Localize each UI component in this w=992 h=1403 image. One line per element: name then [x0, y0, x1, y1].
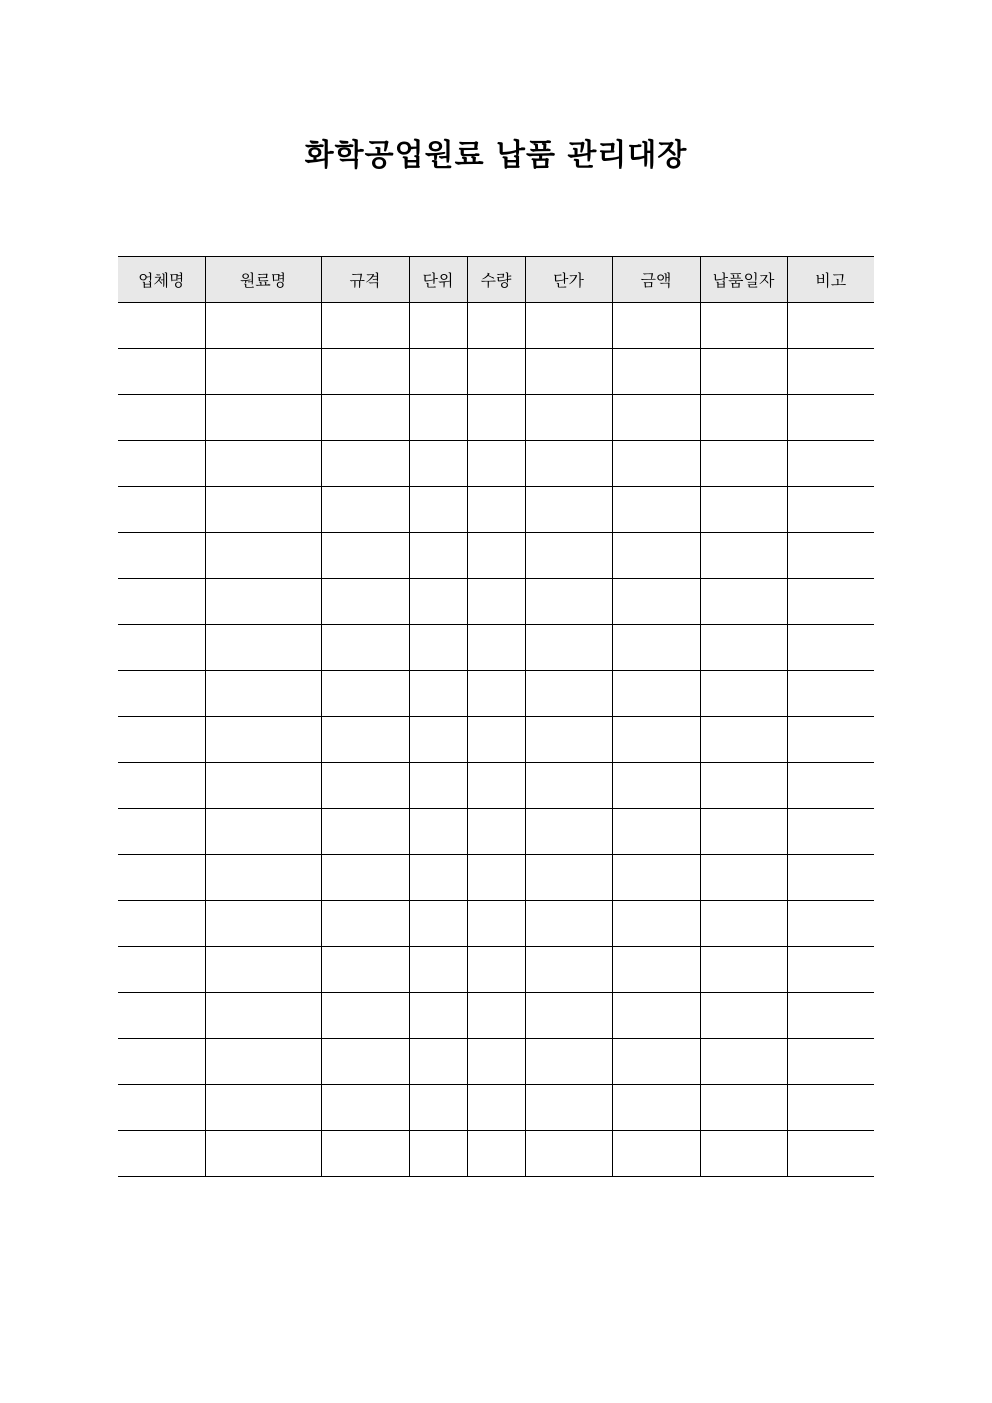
- table-cell[interactable]: [409, 763, 467, 809]
- table-cell[interactable]: [467, 395, 525, 441]
- table-cell[interactable]: [205, 349, 321, 395]
- table-cell[interactable]: [409, 533, 467, 579]
- table-cell[interactable]: [700, 579, 787, 625]
- table-cell[interactable]: [118, 855, 205, 901]
- table-cell[interactable]: [700, 487, 787, 533]
- table-cell[interactable]: [787, 441, 874, 487]
- table-cell[interactable]: [467, 1039, 525, 1085]
- table-cell[interactable]: [205, 1131, 321, 1177]
- column-header-unit: 단위: [409, 257, 467, 303]
- table-cell[interactable]: [321, 349, 409, 395]
- table-cell[interactable]: [612, 1039, 700, 1085]
- table-cell[interactable]: [205, 395, 321, 441]
- table-row: [118, 441, 874, 487]
- table-cell[interactable]: [787, 487, 874, 533]
- table-cell[interactable]: [525, 303, 612, 349]
- table-cell[interactable]: [321, 947, 409, 993]
- document-title: 화학공업원료 납품 관리대장: [304, 138, 688, 173]
- table-cell[interactable]: [612, 855, 700, 901]
- table-row: [118, 303, 874, 349]
- table-cell[interactable]: [525, 395, 612, 441]
- table-cell[interactable]: [700, 625, 787, 671]
- table-cell[interactable]: [787, 395, 874, 441]
- table-cell[interactable]: [700, 1131, 787, 1177]
- table-cell[interactable]: [205, 533, 321, 579]
- table-cell[interactable]: [787, 855, 874, 901]
- table-cell[interactable]: [409, 441, 467, 487]
- table-cell[interactable]: [321, 901, 409, 947]
- table-row: [118, 763, 874, 809]
- table-cell[interactable]: [321, 1085, 409, 1131]
- table-cell[interactable]: [321, 809, 409, 855]
- table-cell[interactable]: [700, 993, 787, 1039]
- table-cell[interactable]: [205, 1039, 321, 1085]
- table-cell[interactable]: [525, 901, 612, 947]
- table-cell[interactable]: [409, 671, 467, 717]
- table-cell[interactable]: [612, 487, 700, 533]
- table-cell[interactable]: [787, 1085, 874, 1131]
- header-row: [118, 257, 874, 303]
- table-cell[interactable]: [409, 1085, 467, 1131]
- table-cell[interactable]: [409, 625, 467, 671]
- column-header-quantity: 수량: [467, 257, 525, 303]
- table-cell[interactable]: [787, 1131, 874, 1177]
- table-cell[interactable]: [467, 947, 525, 993]
- table-row: [118, 395, 874, 441]
- table-cell[interactable]: [467, 533, 525, 579]
- table-cell[interactable]: [612, 395, 700, 441]
- table-cell[interactable]: [525, 993, 612, 1039]
- table-cell[interactable]: [118, 947, 205, 993]
- table-cell[interactable]: [612, 349, 700, 395]
- table-cell[interactable]: [205, 717, 321, 763]
- table-cell[interactable]: [409, 579, 467, 625]
- table-cell[interactable]: [409, 1039, 467, 1085]
- table-cell[interactable]: [467, 901, 525, 947]
- table-cell[interactable]: [612, 901, 700, 947]
- table-cell[interactable]: [321, 1131, 409, 1177]
- table-cell[interactable]: [467, 671, 525, 717]
- table-cell[interactable]: [612, 671, 700, 717]
- column-header-remarks: 비고: [787, 257, 874, 303]
- table-row: [118, 717, 874, 763]
- table-cell[interactable]: [321, 1039, 409, 1085]
- table-cell[interactable]: [700, 901, 787, 947]
- table-cell[interactable]: [612, 533, 700, 579]
- table-cell[interactable]: [525, 533, 612, 579]
- table-cell[interactable]: [409, 349, 467, 395]
- table-cell[interactable]: [118, 395, 205, 441]
- table-cell[interactable]: [409, 947, 467, 993]
- table-cell[interactable]: [467, 763, 525, 809]
- table-row: [118, 671, 874, 717]
- table-cell[interactable]: [612, 717, 700, 763]
- table-cell[interactable]: [205, 671, 321, 717]
- table-row: [118, 579, 874, 625]
- column-header-spec: 규격: [321, 257, 409, 303]
- table-cell[interactable]: [409, 855, 467, 901]
- table-cell[interactable]: [612, 441, 700, 487]
- column-header-unit-price: 단가: [525, 257, 612, 303]
- table-cell[interactable]: [205, 625, 321, 671]
- table-cell[interactable]: [525, 1039, 612, 1085]
- table-cell[interactable]: [321, 855, 409, 901]
- table-cell[interactable]: [787, 303, 874, 349]
- table-cell[interactable]: [467, 349, 525, 395]
- table-cell[interactable]: [787, 671, 874, 717]
- table-cell[interactable]: [409, 901, 467, 947]
- table-cell[interactable]: [612, 1131, 700, 1177]
- table-cell[interactable]: [409, 717, 467, 763]
- table-cell[interactable]: [700, 855, 787, 901]
- table-cell[interactable]: [118, 763, 205, 809]
- table-cell[interactable]: [612, 303, 700, 349]
- table-cell[interactable]: [409, 487, 467, 533]
- table-cell[interactable]: [525, 855, 612, 901]
- table-cell[interactable]: [525, 487, 612, 533]
- table-row: [118, 993, 874, 1039]
- table-body: [118, 303, 874, 1177]
- table-row: [118, 947, 874, 993]
- column-header-company: 업체명: [118, 257, 205, 303]
- table-cell[interactable]: [205, 579, 321, 625]
- table-cell[interactable]: [787, 1039, 874, 1085]
- table-row: [118, 855, 874, 901]
- table-cell[interactable]: [467, 1085, 525, 1131]
- table-cell[interactable]: [525, 441, 612, 487]
- table-row: [118, 901, 874, 947]
- table-row: [118, 1131, 874, 1177]
- table-cell[interactable]: [205, 487, 321, 533]
- table-row: [118, 809, 874, 855]
- table-cell[interactable]: [525, 717, 612, 763]
- table-cell[interactable]: [467, 441, 525, 487]
- table-cell[interactable]: [118, 533, 205, 579]
- table-cell[interactable]: [118, 441, 205, 487]
- table-cell[interactable]: [205, 993, 321, 1039]
- table-cell[interactable]: [467, 993, 525, 1039]
- table-cell[interactable]: [612, 763, 700, 809]
- table-cell[interactable]: [321, 303, 409, 349]
- table-cell[interactable]: [467, 303, 525, 349]
- table-cell[interactable]: [700, 717, 787, 763]
- table-cell[interactable]: [525, 1085, 612, 1131]
- table-cell[interactable]: [612, 1085, 700, 1131]
- table-cell[interactable]: [321, 441, 409, 487]
- table-cell[interactable]: [700, 441, 787, 487]
- table-cell[interactable]: [321, 487, 409, 533]
- table-cell[interactable]: [118, 487, 205, 533]
- table-cell[interactable]: [612, 947, 700, 993]
- table-cell[interactable]: [467, 809, 525, 855]
- table-cell[interactable]: [700, 395, 787, 441]
- table-cell[interactable]: [118, 625, 205, 671]
- table-cell[interactable]: [525, 809, 612, 855]
- table-cell[interactable]: [205, 1085, 321, 1131]
- table-cell[interactable]: [409, 395, 467, 441]
- table-cell[interactable]: [205, 947, 321, 993]
- table-cell[interactable]: [525, 349, 612, 395]
- table-cell[interactable]: [700, 947, 787, 993]
- table-cell[interactable]: [700, 1085, 787, 1131]
- table-cell[interactable]: [787, 809, 874, 855]
- table-cell[interactable]: [467, 579, 525, 625]
- table-cell[interactable]: [118, 809, 205, 855]
- table-cell[interactable]: [118, 579, 205, 625]
- table-cell[interactable]: [409, 809, 467, 855]
- table-header: [118, 257, 874, 303]
- table-cell[interactable]: [118, 901, 205, 947]
- table-cell[interactable]: [467, 717, 525, 763]
- delivery-ledger-table: [118, 256, 874, 1177]
- table-cell[interactable]: [700, 349, 787, 395]
- table-cell[interactable]: [118, 303, 205, 349]
- table-cell[interactable]: [525, 763, 612, 809]
- table-cell[interactable]: [321, 395, 409, 441]
- table-cell[interactable]: [787, 717, 874, 763]
- table-cell[interactable]: [321, 579, 409, 625]
- table-row: [118, 349, 874, 395]
- table-cell[interactable]: [787, 349, 874, 395]
- table-cell[interactable]: [700, 809, 787, 855]
- table-cell[interactable]: [700, 1039, 787, 1085]
- table-cell[interactable]: [205, 855, 321, 901]
- table-cell[interactable]: [118, 671, 205, 717]
- table-cell[interactable]: [787, 947, 874, 993]
- table-cell[interactable]: [321, 625, 409, 671]
- column-header-material: 원료명: [205, 257, 321, 303]
- table-cell[interactable]: [787, 625, 874, 671]
- table-row: [118, 1039, 874, 1085]
- table-cell[interactable]: [409, 303, 467, 349]
- table-cell[interactable]: [409, 1131, 467, 1177]
- table-cell[interactable]: [467, 625, 525, 671]
- table-cell[interactable]: [467, 1131, 525, 1177]
- table-cell[interactable]: [700, 533, 787, 579]
- table-cell[interactable]: [787, 901, 874, 947]
- table-cell[interactable]: [467, 855, 525, 901]
- table-cell[interactable]: [205, 303, 321, 349]
- table-cell[interactable]: [525, 671, 612, 717]
- table-cell[interactable]: [525, 1131, 612, 1177]
- table-cell[interactable]: [612, 625, 700, 671]
- table-cell[interactable]: [525, 579, 612, 625]
- table-cell[interactable]: [118, 1039, 205, 1085]
- table-cell[interactable]: [700, 303, 787, 349]
- column-header-amount: 금액: [612, 257, 700, 303]
- table-row: [118, 487, 874, 533]
- table-cell[interactable]: [612, 993, 700, 1039]
- table-row: [118, 625, 874, 671]
- table-cell[interactable]: [787, 993, 874, 1039]
- table-cell[interactable]: [118, 717, 205, 763]
- table-cell[interactable]: [612, 579, 700, 625]
- table-cell[interactable]: [409, 993, 467, 1039]
- table-cell[interactable]: [321, 993, 409, 1039]
- table-cell[interactable]: [700, 671, 787, 717]
- table-cell[interactable]: [118, 993, 205, 1039]
- table-cell[interactable]: [205, 763, 321, 809]
- table-cell[interactable]: [787, 579, 874, 625]
- table-row: [118, 1085, 874, 1131]
- table-cell[interactable]: [118, 1131, 205, 1177]
- column-header-delivery-date: 납품일자: [700, 257, 787, 303]
- table-row: [118, 533, 874, 579]
- table-cell[interactable]: [321, 671, 409, 717]
- table-cell[interactable]: [700, 763, 787, 809]
- table-cell[interactable]: [205, 441, 321, 487]
- table-cell[interactable]: [525, 947, 612, 993]
- table-cell[interactable]: [118, 1085, 205, 1131]
- table-cell[interactable]: [205, 809, 321, 855]
- table-cell[interactable]: [467, 487, 525, 533]
- table-cell[interactable]: [118, 349, 205, 395]
- table-cell[interactable]: [612, 809, 700, 855]
- table-cell[interactable]: [787, 533, 874, 579]
- table-cell[interactable]: [787, 763, 874, 809]
- table-cell[interactable]: [321, 763, 409, 809]
- table-cell[interactable]: [205, 901, 321, 947]
- table-cell[interactable]: [321, 717, 409, 763]
- table-cell[interactable]: [321, 533, 409, 579]
- table-cell[interactable]: [525, 625, 612, 671]
